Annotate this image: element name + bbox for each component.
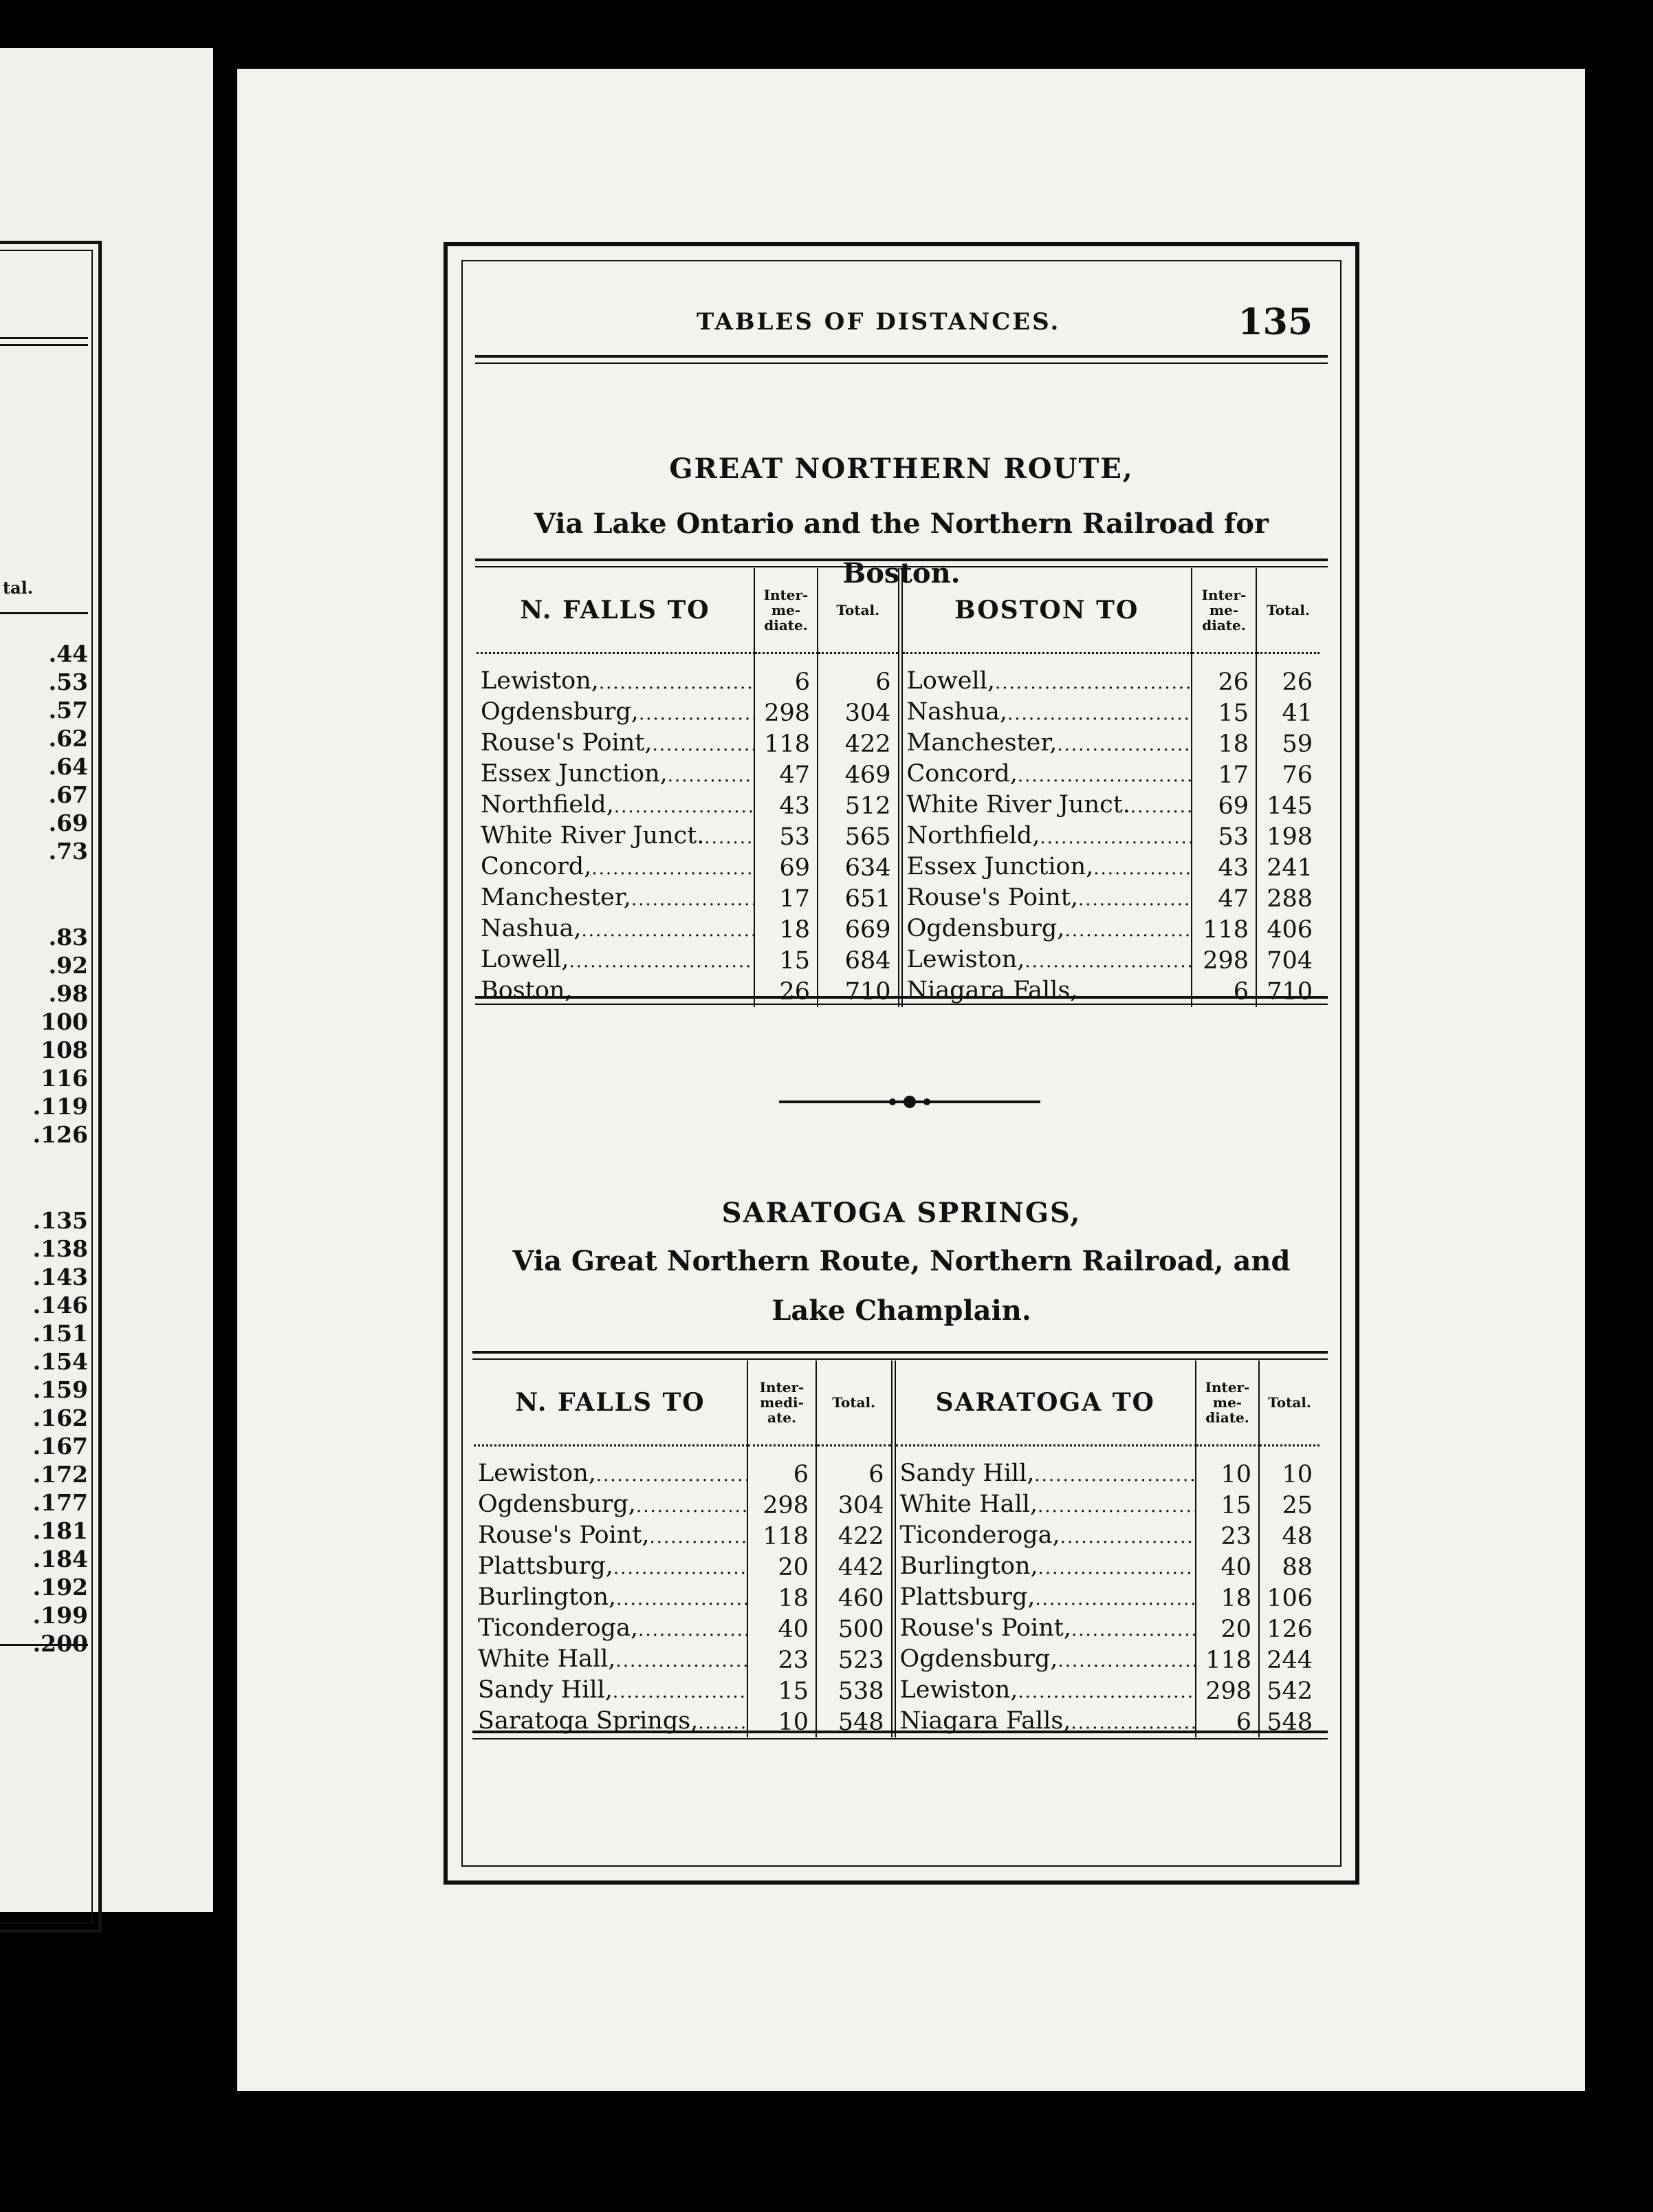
running-header — [463, 301, 1340, 343]
adjacent-rule — [0, 344, 88, 346]
place-name: Sandy Hill, ..... — [474, 1676, 747, 1706]
table-row — [474, 1490, 1320, 1521]
total-distance: 512 — [818, 790, 900, 821]
total-distance: 59 — [1256, 728, 1320, 759]
adjacent-total-value: .119 — [32, 1093, 88, 1120]
place-name: Northfield, ..... — [477, 790, 754, 821]
total-distance: 500 — [816, 1614, 893, 1645]
place-name: Burlington, ..... — [893, 1552, 1196, 1583]
intermediate-distance: 26 — [754, 976, 818, 1007]
place-name: Lewiston, ..... — [900, 945, 1192, 976]
intermediate-distance: 20 — [1196, 1614, 1259, 1645]
total-distance: 126 — [1259, 1614, 1320, 1645]
header-rule — [475, 355, 1328, 364]
total-distance: 6 — [816, 1446, 893, 1490]
section1-right-inter-header: Inter- me- diate. — [1192, 568, 1256, 653]
book-page — [237, 69, 1585, 2091]
total-distance: 710 — [1256, 976, 1320, 1007]
intermediate-distance: 15 — [1196, 1490, 1259, 1521]
intermediate-distance: 23 — [1196, 1521, 1259, 1552]
place-name: Lewiston, ..... — [893, 1676, 1196, 1706]
total-distance: 304 — [818, 697, 900, 728]
adjacent-gap — [0, 1149, 88, 1206]
adjacent-total-value: .62 — [48, 725, 88, 752]
adjacent-total-value: 108 — [41, 1037, 88, 1063]
adjacent-total-value: .167 — [32, 1433, 88, 1460]
page-frame-inner — [461, 260, 1342, 1867]
total-distance: 460 — [816, 1583, 893, 1614]
adjacent-total-value: .83 — [48, 924, 88, 951]
intermediate-distance: 47 — [1192, 883, 1256, 914]
place-name: Rouse's Point, ..... — [474, 1521, 747, 1552]
place-name: Burlington, ..... — [474, 1583, 747, 1614]
section1-subtitle: Via Lake Ontario and the Northern Railroad for Boston. — [534, 508, 1269, 589]
intermediate-distance: 53 — [1192, 821, 1256, 852]
adjacent-total-value: .200 — [32, 1630, 88, 1657]
adjacent-total-header: tal. — [3, 578, 34, 598]
adjacent-total-value: .184 — [32, 1546, 88, 1572]
section2-right-inter-header: Inter- me- diate. — [1196, 1360, 1259, 1446]
place-name: Lowell, ..... — [477, 945, 754, 976]
place-name: Plattsburg, ..... — [474, 1552, 747, 1583]
intermediate-distance: 118 — [754, 728, 818, 759]
adjacent-total-value: .53 — [48, 669, 88, 695]
intermediate-distance: 15 — [754, 945, 818, 976]
section2-table-body — [474, 1446, 1320, 1738]
intermediate-distance: 43 — [1192, 852, 1256, 883]
place-name: Niagara Falls, ..... — [900, 976, 1192, 1007]
place-name: Ticonderoga, ..... — [893, 1521, 1196, 1552]
section2-right-heading: SARATOGA TO — [893, 1360, 1196, 1446]
place-name: Saratoga Springs, ..... — [474, 1706, 747, 1737]
total-distance: 10 — [1259, 1446, 1320, 1490]
section1-right-total-header: Total. — [1256, 568, 1320, 653]
place-name: Rouse's Point, ..... — [900, 883, 1192, 914]
adjacent-total-value: .57 — [48, 697, 88, 724]
place-name: White Hall, ..... — [474, 1645, 747, 1676]
total-distance: 422 — [816, 1521, 893, 1552]
adjacent-total-value: 116 — [41, 1065, 88, 1092]
total-distance: 41 — [1256, 697, 1320, 728]
intermediate-distance: 53 — [754, 821, 818, 852]
total-distance: 651 — [818, 883, 900, 914]
intermediate-distance: 69 — [754, 852, 818, 883]
adjacent-total-value: .154 — [32, 1348, 88, 1375]
intermediate-distance: 10 — [747, 1706, 816, 1737]
table-row — [477, 914, 1320, 945]
table-row — [474, 1552, 1320, 1583]
adjacent-total-value: .44 — [48, 640, 88, 667]
intermediate-distance: 18 — [754, 914, 818, 945]
place-name: Manchester, ..... — [477, 883, 754, 914]
intermediate-distance: 18 — [1192, 728, 1256, 759]
place-name: Nashua, ..... — [477, 914, 754, 945]
intermediate-distance: 15 — [747, 1676, 816, 1706]
section1-title: GREAT NORTHERN ROUTE, — [669, 453, 1134, 485]
total-distance: 548 — [816, 1706, 893, 1737]
place-name: Boston, ..... — [477, 976, 754, 1007]
place-name: Northfield, ..... — [900, 821, 1192, 852]
adjacent-total-value: .159 — [32, 1376, 88, 1403]
total-distance: 198 — [1256, 821, 1320, 852]
adjacent-rule — [0, 612, 88, 614]
adjacent-total-value: .67 — [48, 781, 88, 808]
adjacent-total-value: .92 — [48, 952, 88, 979]
total-distance: 684 — [818, 945, 900, 976]
section2-title: SARATOGA SPRINGS, — [721, 1197, 1082, 1229]
adjacent-total-value: .151 — [32, 1320, 88, 1347]
intermediate-distance: 47 — [754, 759, 818, 790]
total-distance: 422 — [818, 728, 900, 759]
adjacent-total-value: .126 — [32, 1121, 88, 1148]
table-row — [474, 1614, 1320, 1645]
total-distance: 548 — [1259, 1706, 1320, 1737]
intermediate-distance: 20 — [747, 1552, 816, 1583]
total-distance: 48 — [1259, 1521, 1320, 1552]
adjacent-total-value: .98 — [48, 980, 88, 1007]
table-row — [477, 653, 1320, 698]
adjacent-total-value: .162 — [32, 1405, 88, 1431]
intermediate-distance: 23 — [747, 1645, 816, 1676]
table-row — [477, 728, 1320, 759]
total-distance: 25 — [1259, 1490, 1320, 1521]
adjacent-total-value: .69 — [48, 810, 88, 836]
adjacent-rule — [0, 337, 88, 339]
place-name: Rouse's Point, ..... — [477, 728, 754, 759]
section2-right-total-header: Total. — [1259, 1360, 1320, 1446]
adjacent-total-value: .146 — [32, 1292, 88, 1319]
adjacent-total-value: .172 — [32, 1461, 88, 1488]
total-distance: 634 — [818, 852, 900, 883]
place-name: Ogdensburg, ..... — [900, 914, 1192, 945]
section1-bottom-rule — [475, 996, 1328, 1005]
intermediate-distance: 18 — [1196, 1583, 1259, 1614]
total-distance: 523 — [816, 1645, 893, 1676]
place-name: Ogdensburg, ..... — [893, 1645, 1196, 1676]
section2-left-heading: N. FALLS TO — [474, 1360, 747, 1446]
total-distance: 244 — [1259, 1645, 1320, 1676]
place-name: Ticonderoga, ..... — [474, 1614, 747, 1645]
section2-left-inter-header: Inter- medi- ate. — [747, 1360, 816, 1446]
place-name: White River Junct. ..... — [477, 821, 754, 852]
adjacent-total-value: .73 — [48, 838, 88, 865]
place-name: Lewiston, ..... — [477, 653, 754, 698]
intermediate-distance: 6 — [754, 653, 818, 698]
intermediate-distance: 17 — [754, 883, 818, 914]
intermediate-distance: 298 — [1192, 945, 1256, 976]
table-row — [474, 1521, 1320, 1552]
table-row — [474, 1645, 1320, 1676]
place-name: Essex Junction, ..... — [900, 852, 1192, 883]
adjacent-totals-column — [0, 640, 88, 1658]
section1-top-rule — [475, 559, 1328, 567]
intermediate-distance: 40 — [1196, 1552, 1259, 1583]
table-row — [477, 883, 1320, 914]
adjacent-total-value: .199 — [32, 1602, 88, 1629]
adjacent-rule — [0, 1644, 88, 1646]
adjacent-total-value: .143 — [32, 1264, 88, 1290]
section1-right-heading: BOSTON TO — [900, 568, 1192, 653]
intermediate-distance: 6 — [1192, 976, 1256, 1007]
adjacent-gap — [0, 865, 88, 923]
total-distance: 469 — [818, 759, 900, 790]
page-frame — [444, 242, 1359, 1885]
adjacent-total-value: .138 — [32, 1235, 88, 1262]
intermediate-distance: 10 — [1196, 1446, 1259, 1490]
total-distance: 704 — [1256, 945, 1320, 976]
total-distance: 26 — [1256, 653, 1320, 698]
intermediate-distance: 18 — [747, 1583, 816, 1614]
ornamental-divider — [779, 1095, 1040, 1109]
section2-distance-table — [474, 1360, 1320, 1737]
table-row — [477, 821, 1320, 852]
adjacent-total-value: 100 — [41, 1008, 88, 1035]
section1-distance-table — [477, 568, 1320, 1007]
total-distance: 76 — [1256, 759, 1320, 790]
table-row — [477, 852, 1320, 883]
total-distance: 442 — [816, 1552, 893, 1583]
adjacent-total-value: .135 — [32, 1207, 88, 1234]
running-title: TABLES OF DISTANCES. — [697, 308, 1061, 336]
total-distance: 304 — [816, 1490, 893, 1521]
intermediate-distance: 6 — [747, 1446, 816, 1490]
place-name: Ogdensburg, ..... — [474, 1490, 747, 1521]
section2-left-total-header: Total. — [816, 1360, 893, 1446]
place-name: Plattsburg, ..... — [893, 1583, 1196, 1614]
table-row — [474, 1446, 1320, 1490]
section2-bottom-rule — [472, 1731, 1328, 1739]
place-name: Rouse's Point, ..... — [893, 1614, 1196, 1645]
table-row — [477, 697, 1320, 728]
intermediate-distance: 298 — [1196, 1676, 1259, 1706]
table-row — [477, 790, 1320, 821]
intermediate-distance: 69 — [1192, 790, 1256, 821]
place-name: Nashua, ..... — [900, 697, 1192, 728]
place-name: White River Junct. ..... — [900, 790, 1192, 821]
place-name: Concord, ..... — [900, 759, 1192, 790]
intermediate-distance: 43 — [754, 790, 818, 821]
intermediate-distance: 26 — [1192, 653, 1256, 698]
place-name: White Hall, ..... — [893, 1490, 1196, 1521]
place-name: Essex Junction, ..... — [477, 759, 754, 790]
intermediate-distance: 15 — [1192, 697, 1256, 728]
place-name: Sandy Hill, ..... — [893, 1446, 1196, 1490]
place-name: Ogdensburg, ..... — [477, 697, 754, 728]
total-distance: 145 — [1256, 790, 1320, 821]
intermediate-distance: 298 — [754, 697, 818, 728]
intermediate-distance: 17 — [1192, 759, 1256, 790]
total-distance: 6 — [818, 653, 900, 698]
place-name: Niagara Falls, ..... — [893, 1706, 1196, 1737]
adjacent-total-value: .64 — [48, 753, 88, 780]
place-name: Lowell, ..... — [900, 653, 1192, 698]
total-distance: 538 — [816, 1676, 893, 1706]
page-number: 135 — [1238, 301, 1313, 343]
section2-top-rule — [472, 1351, 1328, 1360]
adjacent-total-value: .192 — [32, 1574, 88, 1601]
section1-left-heading: N. FALLS TO — [477, 568, 754, 653]
table-row — [477, 945, 1320, 976]
place-name: Manchester, ..... — [900, 728, 1192, 759]
table-row — [474, 1583, 1320, 1614]
total-distance: 406 — [1256, 914, 1320, 945]
total-distance: 565 — [818, 821, 900, 852]
intermediate-distance: 40 — [747, 1614, 816, 1645]
intermediate-distance: 118 — [747, 1521, 816, 1552]
section1-left-inter-header: Inter- me- diate. — [754, 568, 818, 653]
adjacent-left-page — [0, 48, 213, 1912]
intermediate-distance: 6 — [1196, 1706, 1259, 1737]
section2-subtitle: Via Great Northern Route, Northern Railroad, and Lake Champlain. — [512, 1245, 1291, 1327]
total-distance: 88 — [1259, 1552, 1320, 1583]
total-distance: 542 — [1259, 1676, 1320, 1706]
total-distance: 669 — [818, 914, 900, 945]
table-row — [477, 759, 1320, 790]
total-distance: 106 — [1259, 1583, 1320, 1614]
intermediate-distance: 118 — [1192, 914, 1256, 945]
adjacent-total-value: .181 — [32, 1517, 88, 1544]
adjacent-total-value: .177 — [32, 1489, 88, 1516]
intermediate-distance: 118 — [1196, 1645, 1259, 1676]
place-name: Concord, ..... — [477, 852, 754, 883]
place-name: Lewiston, ..... — [474, 1446, 747, 1490]
table-row — [474, 1676, 1320, 1706]
total-distance: 241 — [1256, 852, 1320, 883]
total-distance: 710 — [818, 976, 900, 1007]
intermediate-distance: 298 — [747, 1490, 816, 1521]
total-distance: 288 — [1256, 883, 1320, 914]
section1-table-body — [477, 653, 1320, 1008]
section1-left-total-header: Total. — [818, 568, 900, 653]
